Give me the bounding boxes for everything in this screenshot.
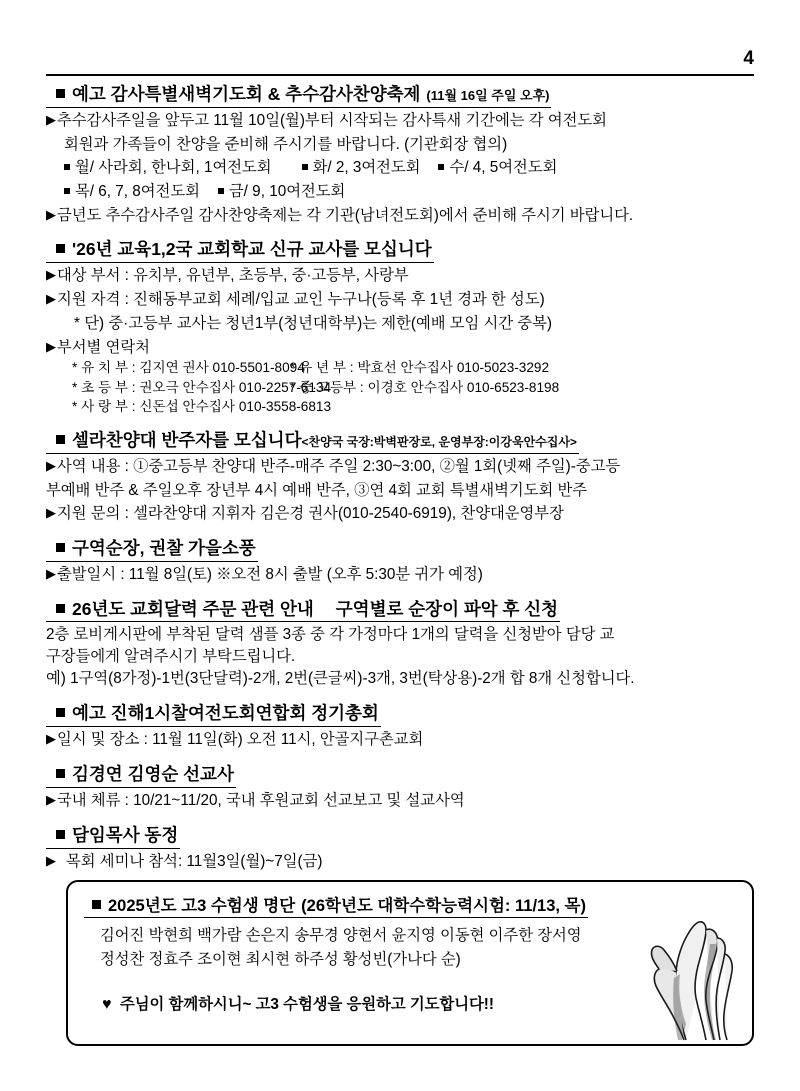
section-title: 담임목사 동정 [72, 824, 179, 845]
section-title: '26년 교육1,2국 교회학교 신규 교사를 모십니다 [72, 239, 432, 260]
square-bullet-icon [92, 900, 101, 909]
line-text: * 단) 중·고등부 교사는 청년1부(청년대학부)는 제한(예배 모임 시간 중복) [74, 314, 552, 332]
triangle-bullet-icon: ▶ [46, 338, 56, 354]
contact-left: * 초 등 부 : 권오극 안수집사 010-2257-6134 [72, 379, 332, 395]
body-line [46, 456, 754, 478]
student-names-line: 김어진 박현희 백가람 손은지 송무경 양현서 윤지영 이동현 이주한 장서영 [100, 927, 582, 944]
body-line [46, 289, 754, 311]
line-text: 국내 체류 : 10/21~11/20, 국내 후원교회 선교보고 및 설교사역 [57, 791, 465, 809]
line-text: 지원 문의 : 셀라찬양대 지휘자 김은경 권사(010-2540-6919), 찬양대운영부장 [57, 505, 564, 523]
page-number: 4 [743, 48, 754, 69]
small-square-bullet-icon [64, 164, 70, 170]
section-heading [46, 599, 560, 623]
section-note: <찬양국 국장:박벽판장로, 운영부장:이강욱안수집사> [301, 434, 577, 449]
body-line [46, 337, 754, 359]
triangle-bullet-icon: ▶ [46, 457, 56, 473]
section-title: 예고 감사특별새벽기도회 & 추수감사찬양축제 [72, 84, 421, 104]
square-bullet-icon [56, 435, 65, 444]
triangle-bullet-icon: ▶ [46, 291, 56, 307]
section-church-school-teachers [46, 239, 754, 416]
line-text: 월/ 사라회, 한나회, 1여전도회 [75, 159, 272, 177]
body-line [46, 181, 754, 203]
square-bullet-icon [56, 769, 65, 778]
line-text: 목회 세미나 참석: 11월3일(월)~7일(금) [66, 852, 323, 870]
triangle-bullet-icon: ▶ [46, 791, 56, 807]
small-square-bullet-icon [302, 164, 308, 170]
line-text: 회원과 가족들이 찬양을 준비해 주시기를 바랍니다. (기관회장 협의) [64, 135, 508, 153]
contact-right: * 중·고등부 : 이경호 안수집사 010-6523-8198 [290, 379, 560, 395]
line-text: 화/ 2, 3여전도회 [312, 159, 421, 177]
contact-row [46, 378, 754, 398]
body-line [46, 313, 754, 335]
encouragement-text: 주님이 함께하시니~ 고3 수험생을 응원하고 기도합니다!! [120, 995, 494, 1013]
body-line [46, 480, 754, 502]
line-text: 지원 자격 : 진해동부교회 세례/입교 교인 누구나(등록 후 1년 경과 한 성도) [57, 291, 545, 309]
line-text: 대상 부서 : 유치부, 유년부, 초등부, 중·고등부, 사랑부 [57, 267, 409, 285]
section-missionary-news [46, 764, 754, 812]
line-text: 일시 및 장소 : 11월 11일(화) 오전 11시, 안골지구촌교회 [57, 731, 424, 749]
section-heading [46, 430, 579, 454]
exam-students-box [66, 880, 754, 1046]
triangle-bullet-icon: ▶ [46, 565, 56, 581]
section-title: 구역순장, 권찰 가을소풍 [72, 537, 256, 558]
line-text: 금년도 추수감사주일 감사찬양축제는 각 기관(남녀전도회)에서 준비해 주시기 바랍니다. [57, 206, 634, 224]
box-note: (26학년도 대학수학능력시험: 11/13, 목) [301, 897, 586, 915]
square-bullet-icon [56, 89, 65, 98]
square-bullet-icon [56, 543, 65, 552]
page-content [46, 0, 754, 872]
square-bullet-icon [56, 708, 65, 717]
contact-row [46, 358, 754, 378]
square-bullet-icon [56, 244, 65, 253]
section-heading [46, 239, 434, 263]
line-text: 부예배 반주 & 주일오후 장년부 4시 예배 반주, ③연 4회 교회 특별새벽기도회 반주 [46, 481, 588, 499]
contact-right: * 유 년 부 : 박효선 안수집사 010-5023-3292 [290, 360, 550, 376]
triangle-bullet-icon: ▶ [46, 267, 56, 283]
body-line [46, 205, 754, 227]
section-thanksgiving-dawn-prayer [46, 84, 754, 226]
praying-hands-image [628, 914, 746, 1042]
section-sela-choir-accompanist [46, 430, 754, 525]
body-line [46, 110, 754, 132]
triangle-bullet-icon: ▶ [46, 505, 56, 521]
body-line [46, 851, 754, 873]
line-text: 추수감사주일을 앞두고 11월 10일(월)부터 시작되는 감사특새 기간에는 각 여전도회 [57, 111, 607, 129]
body-line [46, 134, 754, 156]
small-square-bullet-icon [438, 164, 444, 170]
body-line [46, 729, 754, 751]
paragraph-line: 2층 로비게시판에 부착된 달력 샘플 3종 중 각 가정마다 1개의 달력을 신청받아 담당 교 [46, 626, 615, 644]
section-title: 셀라찬양대 반주자를 모십니다 [72, 429, 302, 450]
section-district-fall-outing [46, 538, 754, 586]
triangle-bullet-icon: ▶ [46, 111, 56, 127]
line-text: 사역 내용 : ①중고등부 찬양대 반주-매주 주일 2:30~3:00, ②월 1회(넷째 주일)-중고등 [57, 457, 621, 475]
line-text: 부서별 연락처 [57, 338, 150, 356]
section-note: 구역별로 순장이 파악 후 신청 [335, 598, 559, 619]
small-square-bullet-icon [64, 188, 70, 194]
header-divider [46, 74, 754, 76]
heart-icon: ♥ [102, 995, 112, 1013]
section-heading [46, 825, 180, 849]
body-line [46, 157, 754, 179]
box-title: 2025년도 고3 수험생 명단 [108, 897, 296, 915]
body-line [46, 503, 754, 525]
section-senior-pastor-schedule [46, 825, 754, 873]
line-text: 금/ 9, 10여전도회 [228, 183, 346, 201]
section-church-calendar-order [46, 599, 754, 691]
square-bullet-icon [56, 830, 65, 839]
triangle-bullet-icon: ▶ [46, 852, 56, 868]
section-title: 예고 진해1시찰여전도회연합회 정기총회 [72, 703, 379, 724]
line-text: 출발일시 : 11월 8일(토) ※오전 8시 출발 (오후 5:30분 귀가 예정) [57, 565, 483, 583]
section-title: 26년도 교회달력 주문 관련 안내 [72, 598, 314, 619]
paragraph-line: 구장들에게 알려주시기 부탁드립니다. [46, 648, 296, 666]
contact-left: * 사 랑 부 : 신돈섭 안수집사 010-3558-6813 [72, 399, 332, 415]
body-line [46, 790, 754, 812]
square-bullet-icon [56, 604, 65, 613]
section-heading [46, 703, 381, 727]
section-heading [46, 538, 258, 562]
section-note: (11월 16일 주일 오후) [426, 88, 550, 103]
section-heading [46, 84, 551, 108]
triangle-bullet-icon: ▶ [46, 206, 56, 222]
student-names-line: 정성찬 정효주 조이현 최시현 하주성 황성빈(가나다 순) [100, 950, 461, 968]
section-heading [46, 764, 236, 788]
body-line [46, 265, 754, 287]
triangle-bullet-icon: ▶ [46, 731, 56, 747]
small-square-bullet-icon [218, 188, 224, 194]
line-text: 수/ 4, 5여전도회 [449, 159, 558, 177]
body-line [46, 564, 754, 586]
box-heading [84, 892, 588, 918]
contact-left: * 유 치 부 : 김지연 권사 010-5501-8094 [72, 360, 305, 376]
line-text: 목/ 6, 7, 8여전도회 [75, 183, 200, 201]
paragraph-line: 예) 1구역(8가정)-1번(3단달력)-2개, 2번(큰글씨)-3개, 3번(탁상용)-2개 합 8개 신청합니다. [46, 670, 635, 688]
section-title: 김경연 김영순 선교사 [72, 764, 234, 785]
section-jinhae1-womens-assembly [46, 703, 754, 751]
contact-row [46, 397, 754, 417]
